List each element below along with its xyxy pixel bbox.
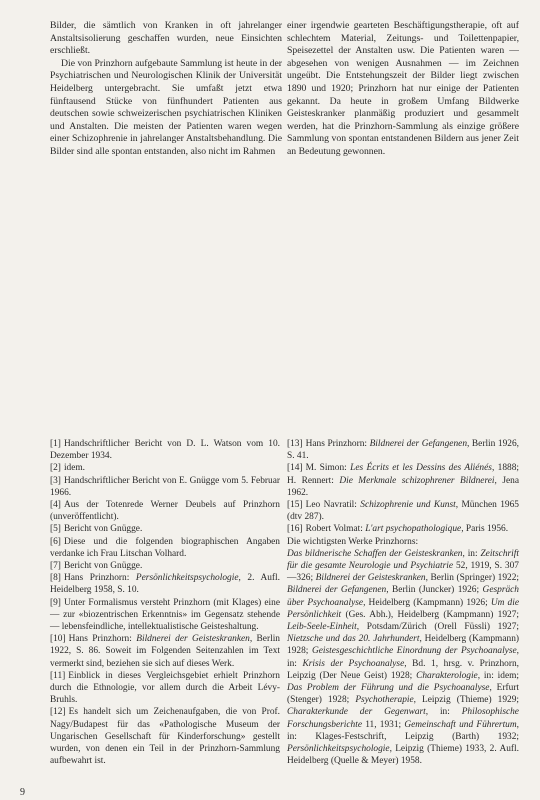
footnote-text: , 1888; H. Rennert:: [287, 463, 519, 486]
footnote: [50, 597, 280, 634]
footnote-number: [2]: [50, 463, 61, 474]
footnote-text: Einblick in dieses Vergleichsgebiet erhielt Prinzhorn durch die Ethnologie, vor allem durch die Arbeit Lévy-Bruhls.: [50, 670, 280, 706]
footnote-title: Charakterologie: [416, 670, 478, 681]
footnote-text: Handschriftlicher Bericht von E. Gnügge vom 5. Februar 1966.: [50, 475, 280, 498]
footnote: [50, 560, 280, 572]
footnote-number: [16]: [287, 524, 303, 535]
footnote: [50, 536, 280, 560]
footnote-number: [7]: [50, 561, 61, 572]
footnote-text: , Heidelberg (Kampmann) 1928;: [287, 634, 519, 657]
footnote-title: Philosophische Forschungsberichte: [287, 707, 519, 730]
footnote-title: Psychotherapie: [355, 695, 414, 706]
footnote-number: [9]: [50, 597, 61, 608]
footnote-text: , Leipzig (Thieme) 1933, 2. Aufl. Heidelberg (Quelle & Meyer) 1958.: [287, 744, 519, 767]
footnote-title: L'art psychopathologique: [365, 524, 462, 535]
footnote-text: M. Simon:: [305, 463, 351, 474]
footnotes-left-column: [50, 438, 280, 767]
footnote-text: , in:: [425, 707, 462, 718]
footnote-text: , München 1965 (dtv 287).: [287, 500, 519, 523]
footnote-text: Hans Prinzhorn:: [63, 573, 136, 584]
body-paragraph: Bilder, die sämtlich von Kranken in oft jahrelanger Anstaltsisolierung geschaffen wurden, neue Einsichten erschließt.: [50, 20, 282, 57]
footnote-text: , Jena 1962.: [287, 475, 519, 498]
footnote-text: Handschriftlicher Bericht von D. L. Watson vom 10. Dezember 1934.: [50, 439, 280, 462]
footnote-title: Schizophrenie und Kunst: [360, 500, 456, 511]
footnote-text: , in: idem;: [477, 670, 520, 681]
footnote-title: Gemeinschaft und Führertum: [404, 719, 517, 730]
footnote-text: Aus der Totenrede Werner Deubels auf Prinzhorn (unveröffentlicht).: [50, 500, 280, 523]
footnote-text: , Berlin (Juncker) 1926;: [386, 585, 483, 596]
footnote: [287, 462, 519, 499]
footnote: [50, 462, 280, 474]
footnote-text: Leo Navratil:: [305, 500, 361, 511]
footnote-text: , Berlin 1926, S. 41.: [287, 439, 519, 462]
body-text-right-column: [287, 20, 519, 159]
footnote-title: Geistesgeschichtliche Einordnung der Psychoanalyse: [311, 646, 517, 657]
footnote-text: , Paris 1956.: [461, 524, 509, 535]
footnote: [287, 523, 519, 535]
footnote-title: Les Écrits et les Dessins des Aliénés: [350, 463, 492, 474]
footnote: [50, 633, 280, 670]
footnote-number: [13]: [287, 439, 303, 449]
footnote-text: , Berlin (Springer) 1922;: [425, 573, 519, 584]
footnote-text: , Potsdam/Zürich (Orell Füssli) 1927;: [356, 622, 519, 633]
footnote: [50, 706, 280, 767]
footnote-title: Persönlichkeitspsychologie: [287, 744, 390, 755]
footnote-text: , Bd. 1, hrsg. v. Prinzhorn, Leipzig (Der Neue Geist) 1928;: [287, 658, 519, 681]
footnote-title: Das bildnerische Schaffen der Geisteskranken: [287, 548, 463, 559]
footnote-text: 11, 1931;: [362, 719, 405, 730]
footnote: [50, 438, 280, 462]
footnote-number: [14]: [287, 463, 303, 474]
footnote-text: Bericht von Gnügge.: [63, 561, 143, 572]
footnote-text: Bericht von Gnügge.: [63, 524, 143, 535]
footnote-number: [4]: [50, 500, 61, 511]
footnote-number: [3]: [50, 475, 61, 486]
footnote-title: Bildnerei der Gefangenen: [369, 439, 468, 449]
footnote-text: (Ges. Abh.), Heidelberg (Kampmann) 1927;: [341, 609, 519, 620]
footnote-number: [8]: [50, 573, 61, 584]
footnote-title: Krisis der Psychoanalyse: [302, 658, 405, 669]
footnote-text: Robert Volmat:: [305, 524, 366, 535]
footnote-title: Charakterkunde der Gegenwart: [287, 707, 426, 718]
footnote-text: Hans Prinzhorn:: [68, 634, 137, 645]
footnote: [50, 572, 280, 596]
body-paragraph: einer irgendwie gearteten Beschäftigungstherapie, oft auf schlechtem Material, Zeitungs- und Toilettenpapier, Speisezettel der Anstalten usw. Die Patienten waren — abgesehen von wenigen Ausnahmen — im Zeichnen ungeübt. Die Entstehungszeit der Bilder liegt zwischen 1890 und 1920; Prinzhorn hat nur einige der Patienten gekannt. Da heute in großem Umfang Bildwerke Geisteskranker planmäßig produziert und gesammelt werden, hat die Prinzhorn-Sammlung als einzige größere Sammlung von spontan entstandenen Bildern aus jener Zeit an Bedeutung gewonnen.: [287, 20, 519, 157]
footnote-title: Bildnerei der Geisteskranken: [136, 634, 250, 645]
footnote-title: Die Merkmale schizophrener Bildnerei: [339, 475, 495, 486]
footnote: [287, 499, 519, 523]
footnote-title: Das Problem der Führung und die Psychoanalyse: [287, 683, 490, 694]
footnote-text: Es handelt sich um Zeichenaufgaben, die von Prof. Nagy/Budapest für das «Pathologische Museum der Ungarischen Gesellschaft für Kinderforschung» gestellt wurden, von denen ein Teil in der Prinzhorn-Sammlung aufbewahrt ist.: [50, 707, 280, 767]
footnote-text: 52, 1919, S. 307—326;: [287, 561, 519, 584]
page-number: 9: [20, 787, 25, 798]
footnote-title: Nietzsche und das 20. Jahrhundert: [287, 634, 420, 645]
footnote-text: Unter Formalismus versteht Prinzhorn (mit Klages) eine — zur «biozentrischen Erkenntnis» im Gegensatz stehende — lebensfeindliche, intellektualistische Geisteshaltung.: [50, 597, 280, 633]
footnote-number: [11]: [50, 670, 66, 681]
footnote-text: Diese und die folgenden biographischen Angaben verdanke ich Frau Litschan Volhard.: [50, 536, 280, 559]
footnote-text: , 2. Aufl. Heidelberg 1958, S. 10.: [50, 573, 280, 596]
footnote-text: Hans Prinzhorn:: [305, 439, 370, 449]
footnote-number: [1]: [50, 439, 61, 449]
footnotes-right-column: [287, 438, 519, 767]
footnote: [50, 499, 280, 523]
footnote-title: Persönlichkeitspsychologie: [135, 573, 239, 584]
footnote-number: [5]: [50, 524, 61, 535]
footnote: [287, 548, 519, 768]
footnote: [287, 438, 519, 462]
footnote: [50, 670, 280, 707]
footnote: [287, 536, 519, 548]
footnote-title: Gespräch über Psychoanalyse: [287, 585, 519, 608]
footnote-number: [6]: [50, 536, 61, 547]
footnote-number: [15]: [287, 500, 303, 511]
body-paragraph: Die von Prinzhorn aufgebaute Sammlung ist heute in der Psychiatrischen und Neurologischen Klinik der Universität Heidelberg untergebracht. Sie umfaßt jetzt etwa fünftausend Stücke von fünfhundert Patienten aus deutschen sowie schweizerischen psychiatrischen Kliniken und Anstalten. Die meisten der Patienten waren wegen einer Schizophrenie in jahrelanger Anstaltsbehandlung. Die Bilder sind alle spontan entstanden, also nicht im Rahmen: [50, 57, 282, 157]
footnote-title: Bildnerei der Gefangenen: [287, 585, 387, 596]
footnote-number: [12]: [50, 707, 66, 718]
footnote-text: idem.: [63, 463, 86, 474]
footnote-text: , Erfurt (Stenger) 1928;: [287, 683, 519, 706]
footnote-title: Leib-Seele-Einheit: [287, 622, 357, 633]
footnote-text: Die wichtigsten Werke Prinzhorns:: [287, 536, 419, 547]
footnote-text: , in:: [287, 646, 520, 669]
footnote-text: , in:: [462, 548, 481, 559]
footnote-text: , Heidelberg (Kampmann) 1926;: [363, 597, 491, 608]
footnote: [50, 475, 280, 499]
footnote-number: [10]: [50, 634, 66, 645]
footnote-text: , in: Klages-Festschrift, Leipzig (Barth) 1932;: [287, 719, 519, 742]
footnote-text: , Berlin 1922, S. 86. Soweit im Folgenden Seitenzahlen im Text vermerkt sind, beziehen sie sich auf dieses Werk.: [50, 634, 280, 669]
footnote-title: Bildnerei der Geisteskranken: [315, 573, 426, 584]
body-text-left-column: [50, 20, 282, 159]
footnote-title: Zeitschrift für die gesamte Neurologie und Psychiatrie: [287, 548, 519, 572]
footnote: [50, 523, 280, 535]
footnote-text: , Leipzig (Thieme) 1929;: [413, 695, 519, 706]
footnote-title: Um die Persönlichkeit: [287, 597, 519, 620]
